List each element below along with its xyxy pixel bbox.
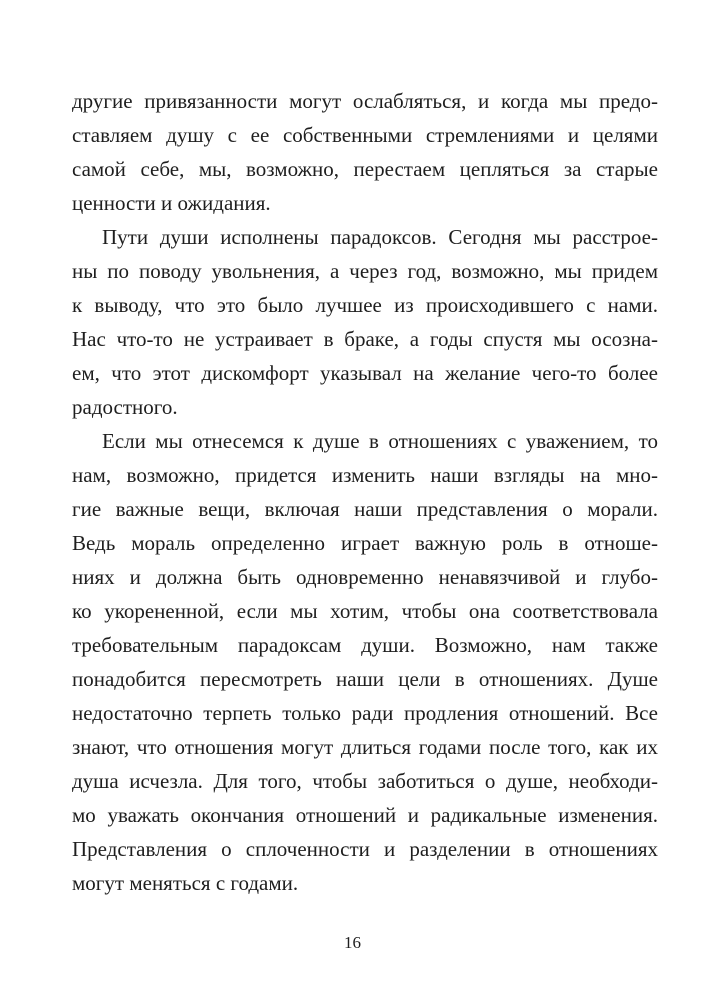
body-text (72, 84, 658, 900)
text-line: ценности и ожидания. (72, 191, 271, 215)
paragraph-3 (72, 424, 658, 900)
text-line: Нас что-то не устраивает в браке, а годы спустя мы осозна- (72, 327, 658, 351)
text-line: знают, что отношения могут длиться годами после того, как их (72, 735, 658, 759)
text-line: нам, возможно, придется изменить наши взгляды на мно- (72, 463, 658, 487)
text-line: требовательным парадоксам души. Возможно, нам также (72, 633, 658, 657)
text-line: другие привязанности могут ослабляться, и когда мы предо- (72, 89, 658, 113)
text-line: душа исчезла. Для того, чтобы заботиться о душе, необходи- (72, 769, 658, 793)
text-line: Если мы отнесемся к душе в отношениях с уважением, то (102, 429, 658, 453)
text-line: недостаточно терпеть только ради продления отношений. Все (72, 701, 658, 725)
paragraph-2 (72, 220, 658, 424)
text-line: понадобится пересмотреть наши цели в отношениях. Душе (72, 667, 658, 691)
text-line: гие важные вещи, включая наши представления о морали. (72, 497, 658, 521)
text-line: к выводу, что это было лучшее из происходившего с нами. (72, 293, 658, 317)
text-line: Пути души исполнены парадоксов. Сегодня мы расстрое- (102, 225, 658, 249)
text-line: радостного. (72, 395, 178, 419)
text-line: Представления о сплоченности и разделении в отношениях (72, 837, 658, 861)
page-number: 16 (344, 933, 361, 952)
text-line: ем, что этот дискомфорт указывал на желание чего-то более (72, 361, 658, 385)
paragraph-1 (72, 84, 658, 220)
text-line: ниях и должна быть одновременно ненавязчивой и глубо- (72, 565, 658, 589)
text-line: мо уважать окончания отношений и радикальные изменения. (72, 803, 658, 827)
text-line: Ведь мораль определенно играет важную роль в отноше- (72, 531, 658, 555)
text-line: ко укорененной, если мы хотим, чтобы она соответствовала (72, 599, 658, 623)
text-line: ставляем душу с ее собственными стремлениями и целями (72, 123, 658, 147)
text-line: самой себе, мы, возможно, перестаем цепляться за старые (72, 157, 658, 181)
text-line: могут меняться с годами. (72, 871, 299, 895)
text-line: ны по поводу увольнения, а через год, возможно, мы придем (72, 259, 658, 283)
